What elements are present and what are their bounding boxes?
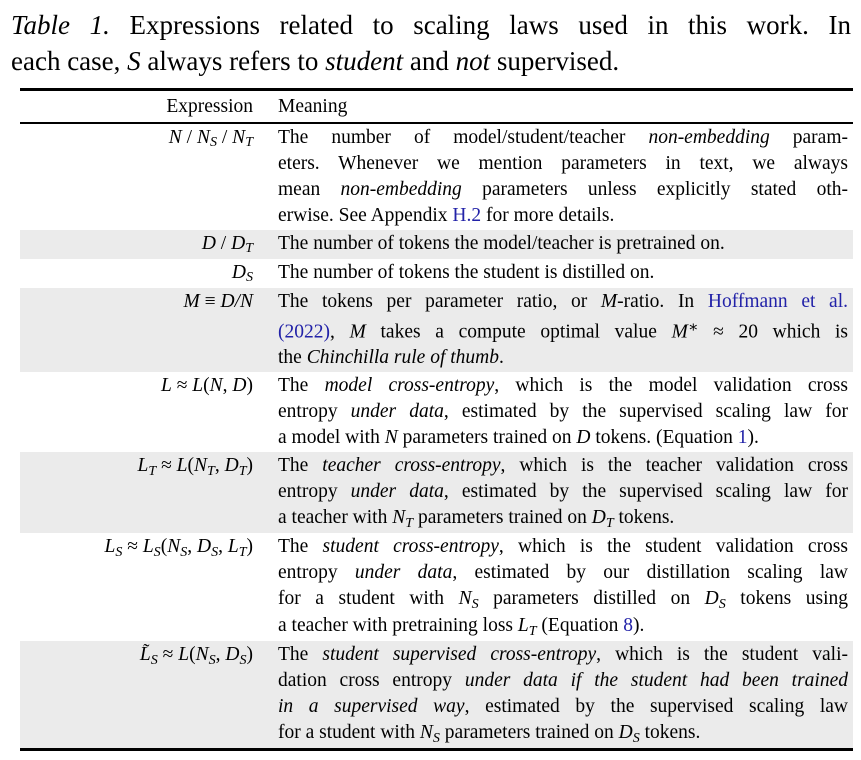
text-segment: The [278, 375, 325, 397]
text-segment: The number of tokens the student is distilled on. [278, 262, 655, 283]
meaning-cell [278, 231, 848, 258]
text-line [278, 479, 848, 505]
text-line [278, 613, 848, 640]
math-symbol: S [471, 595, 479, 612]
text-segment: (Equation [536, 615, 624, 637]
text-line [278, 642, 848, 668]
math-symbol: L [192, 375, 204, 397]
expressions-table [20, 88, 853, 751]
math-symbol: T [605, 514, 614, 531]
text-segment: entropy [278, 401, 351, 423]
math-symbol: T [405, 514, 414, 531]
text-segment: a teacher with pretraining loss [278, 615, 518, 637]
math-symbol: N [209, 375, 223, 397]
meaning-cell [278, 642, 848, 747]
math-symbol: N [384, 427, 398, 449]
reference-link[interactable]: 1 [737, 427, 748, 449]
math-symbol: S [239, 651, 247, 668]
table-row [20, 259, 853, 288]
text-segment: The [278, 644, 323, 666]
math-symbol: S [209, 134, 217, 151]
math-symbol: N [392, 507, 406, 529]
text-line [278, 177, 848, 203]
text-segment: , [330, 321, 350, 343]
text-segment: entropy [278, 481, 351, 503]
text-segment: teacher cross-entropy [322, 455, 501, 477]
text-line [11, 7, 851, 43]
text-segment: , [222, 375, 233, 397]
text-segment: tokens. [639, 722, 701, 744]
text-segment: parameters trained on [413, 507, 592, 529]
meaning-cell [278, 534, 848, 640]
meaning-cell [278, 260, 848, 287]
text-segment: for more details. [481, 205, 615, 226]
text-segment: not [455, 46, 491, 76]
text-segment: ≈ [157, 644, 179, 666]
text-segment: dation cross entropy [278, 670, 465, 692]
math-symbol: L [160, 375, 172, 397]
text-segment: parameters unless explicitly stated oth- [461, 179, 848, 200]
text-segment: always refers to [140, 46, 326, 76]
expression-cell [20, 453, 253, 532]
math-symbol: S [211, 543, 219, 560]
text-segment: , which is the teacher validation cross [500, 455, 848, 477]
reference-link[interactable]: (2022) [278, 321, 330, 343]
table-row [20, 372, 853, 452]
text-segment: , [187, 536, 197, 558]
text-segment: student cross-entropy [322, 536, 499, 558]
table-row [20, 641, 853, 748]
text-line [278, 668, 848, 694]
text-segment: non-embedding [340, 179, 462, 200]
text-segment: ≡ [199, 291, 221, 312]
table-row [20, 533, 853, 641]
text-line [278, 345, 848, 371]
text-segment: The tokens per parameter ratio, or [278, 291, 601, 312]
text-line [278, 586, 848, 613]
text-line [278, 560, 848, 586]
math-symbol: D/N [220, 291, 253, 312]
text-segment: tokens. [613, 507, 675, 529]
math-symbol: L [178, 644, 190, 666]
reference-link[interactable]: H.2 [452, 205, 482, 226]
math-symbol: S [432, 729, 440, 746]
text-segment: , estimated by the supervised scaling law for [443, 481, 848, 503]
math-symbol: T [207, 462, 215, 479]
text-segment: / [215, 233, 232, 254]
expression-cell [20, 373, 253, 451]
text-segment: , which is the student vali- [596, 644, 848, 666]
math-symbol: T [148, 462, 157, 479]
math-symbol: S [150, 651, 158, 668]
text-line [278, 289, 848, 315]
math-symbol: L [104, 536, 116, 558]
text-segment: , [215, 644, 226, 666]
table-row [20, 124, 853, 230]
text-segment: The [278, 455, 323, 477]
math-symbol: S [180, 543, 188, 560]
text-segment: ) [246, 375, 253, 397]
text-line [278, 534, 848, 560]
math-symbol: D [576, 427, 591, 449]
meaning-cell [278, 453, 848, 532]
math-symbol: T [238, 462, 247, 479]
math-symbol: L ˜ [140, 644, 151, 665]
text-segment: ≈ [156, 455, 177, 477]
math-symbol: N [167, 536, 181, 558]
math-symbol: M [600, 291, 618, 312]
math-symbol: D [201, 233, 216, 254]
math-symbol: D [232, 375, 247, 397]
math-symbol: N [195, 644, 209, 666]
math-symbol: N [196, 127, 210, 148]
expression-cell [20, 289, 253, 371]
table-caption [11, 7, 851, 79]
meaning-cell [278, 289, 848, 371]
math-symbol: S [208, 651, 216, 668]
text-segment: and [403, 46, 456, 76]
text-segment: Table 1. [11, 10, 110, 40]
math-symbol: S [115, 543, 123, 560]
text-line [278, 399, 848, 425]
text-line [278, 125, 848, 151]
math-symbol: N [419, 722, 433, 744]
math-symbol: S [632, 729, 640, 746]
text-segment: / [181, 127, 197, 148]
text-line [278, 453, 848, 479]
table-row [20, 230, 853, 259]
text-segment: ( [187, 455, 195, 477]
text-segment: ≈ [171, 375, 193, 397]
text-line [278, 260, 848, 286]
text-segment: under data [350, 401, 444, 423]
math-symbol: D [231, 262, 246, 283]
text-segment: The [278, 536, 323, 558]
text-segment: , which is the student validation cross [498, 536, 848, 558]
text-line [278, 694, 848, 720]
table-row [20, 288, 853, 372]
text-segment: erwise. See Appendix [278, 205, 453, 226]
math-symbol: N [458, 588, 472, 610]
expression-cell [20, 260, 253, 287]
math-symbol: T [528, 622, 537, 639]
text-line [278, 315, 848, 345]
text-line [278, 505, 848, 532]
column-header-meaning: Meaning [278, 96, 348, 117]
expression-cell [20, 534, 253, 640]
text-line [278, 425, 848, 451]
text-line [278, 151, 848, 177]
math-symbol: L [517, 615, 529, 637]
text-segment: , estimated by the supervised scaling law [464, 696, 848, 718]
text-segment: supervised. [490, 46, 620, 76]
text-segment: . [499, 347, 504, 369]
text-segment: the [278, 347, 307, 369]
text-segment: tokens. (Equation [590, 427, 738, 449]
math-symbol: N [168, 127, 182, 148]
bottom-rule [20, 748, 853, 751]
text-segment: ). [632, 615, 645, 637]
math-symbol: T [238, 543, 247, 560]
meaning-cell [278, 125, 848, 229]
text-segment: , [214, 455, 225, 477]
text-segment: , which is the model validation cross [494, 375, 848, 397]
math-symbol: D [225, 644, 240, 666]
math-symbol: T [245, 134, 253, 151]
text-segment: parameters distilled on [478, 588, 705, 610]
text-segment: entropy [278, 562, 355, 584]
text-segment: takes a compute optimal value [365, 321, 672, 343]
text-segment: model cross-entropy [324, 375, 495, 397]
math-symbol: S [127, 46, 141, 76]
text-segment: a teacher with [278, 507, 393, 529]
text-segment: / [217, 127, 233, 148]
text-segment: eters. Whenever we mention parameters in text, we always [278, 153, 848, 174]
text-segment: student [325, 46, 404, 76]
text-segment: param- [769, 127, 848, 148]
table-row [20, 452, 853, 533]
math-symbol: S [718, 595, 726, 612]
text-segment: ) [246, 644, 253, 666]
text-segment: , estimated by our distillation scaling law [452, 562, 848, 584]
text-segment: ≈ 20 which is [698, 321, 849, 343]
text-segment: ( [160, 536, 168, 558]
math-symbol: M [349, 321, 366, 343]
math-symbol: M [671, 321, 688, 343]
text-line [278, 203, 848, 229]
math-symbol: D [224, 455, 239, 477]
text-segment: for a student with [278, 588, 459, 610]
math-symbol: L [227, 536, 239, 558]
math-symbol: N [194, 455, 208, 477]
text-segment: , estimated by the supervised scaling law for [443, 401, 848, 423]
text-segment: non-embedding [648, 127, 770, 148]
math-symbol: D [618, 722, 633, 744]
text-segment: in a supervised way [278, 696, 465, 718]
text-segment: a model with [278, 427, 385, 449]
math-symbol: L [142, 536, 154, 558]
text-segment: student supervised cross-entropy [322, 644, 597, 666]
text-segment: The number of model/student/teacher [278, 127, 649, 148]
reference-link[interactable]: 8 [623, 615, 633, 637]
math-symbol: S [153, 543, 161, 560]
text-segment: , [218, 536, 228, 558]
expression-cell [20, 125, 253, 229]
text-segment: ( [189, 644, 196, 666]
text-segment: ). [747, 427, 759, 449]
text-segment: The number of tokens the model/teacher is pretrained on. [278, 233, 725, 254]
math-symbol: L [137, 455, 149, 477]
text-line [278, 720, 848, 747]
text-segment: tokens using [725, 588, 849, 610]
table-body [20, 124, 853, 748]
text-segment: under data [354, 562, 453, 584]
text-segment: parameters trained on [439, 722, 619, 744]
text-segment: Chinchilla rule of thumb [306, 347, 499, 369]
math-symbol: D [196, 536, 212, 558]
math-symbol: T [245, 240, 253, 257]
expression-cell [20, 642, 253, 747]
math-symbol: ∗ [687, 319, 699, 336]
text-line [278, 373, 848, 399]
math-symbol: L [176, 455, 188, 477]
math-symbol: M [183, 291, 200, 312]
math-symbol: D [231, 233, 246, 254]
text-segment: -ratio. In [617, 291, 708, 312]
text-segment: parameters trained on [397, 427, 577, 449]
math-symbol: D [591, 507, 606, 529]
text-line [278, 231, 848, 257]
expression-cell [20, 231, 253, 258]
text-line [11, 43, 851, 79]
meaning-cell [278, 373, 848, 451]
text-segment: ) [246, 536, 253, 558]
math-symbol: S [245, 269, 253, 286]
text-segment: under data [350, 481, 444, 503]
text-segment: for a student with [278, 722, 420, 744]
text-segment: mean [278, 179, 341, 200]
math-symbol: N [232, 127, 246, 148]
text-segment: Expressions related to scaling laws used in this work. In [109, 10, 851, 40]
reference-link[interactable]: Hoffmann et al. [707, 291, 848, 312]
column-header-expression: Expression [166, 96, 253, 117]
text-segment: ≈ [122, 536, 143, 558]
table-header-row [20, 91, 853, 122]
math-symbol: D [704, 588, 719, 610]
text-segment: ( [203, 375, 210, 397]
text-segment: under data if the student had been trained [464, 670, 848, 692]
text-segment: ) [246, 455, 253, 477]
text-segment: each case, [11, 46, 128, 76]
